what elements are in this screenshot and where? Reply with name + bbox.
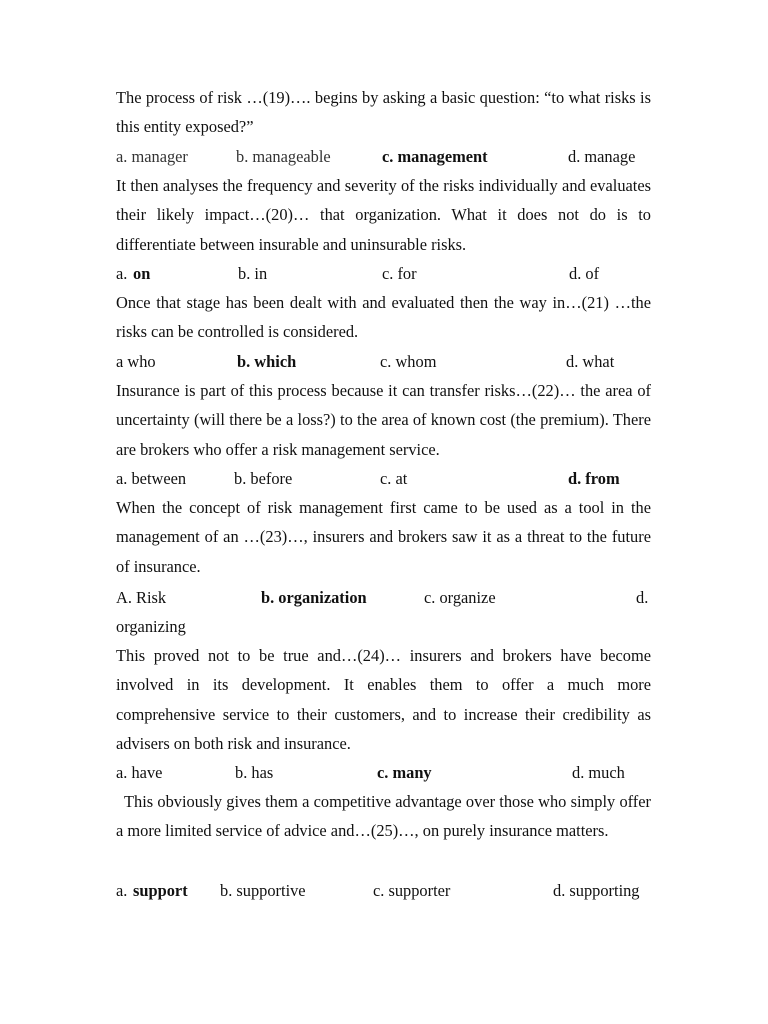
option-21-d: d. what: [566, 352, 615, 371]
options-20: [116, 259, 656, 288]
options-25: [116, 876, 656, 905]
option-20-c: c. for: [382, 264, 417, 283]
option-25-b: b. supportive: [220, 881, 306, 900]
option-20-a-word: on: [133, 264, 151, 283]
option-23-d-label: d.: [636, 588, 649, 607]
options-22: [116, 464, 656, 493]
passage-23: When the concept of risk management first came to be used as a tool in the management of an …(23)…, insurers and brokers saw it as a threat to the future of insurance.: [116, 498, 651, 576]
option-22-b: b. before: [234, 469, 293, 488]
option-20-a-label: a.: [116, 264, 128, 283]
option-24-a: a. have: [116, 763, 163, 782]
option-23-b: b. organization: [261, 588, 367, 607]
options-21: [116, 347, 656, 376]
option-25-a-word: support: [133, 881, 188, 900]
option-20-d: d. of: [569, 264, 600, 283]
option-20-b: b. in: [238, 264, 268, 283]
option-24-d: d. much: [572, 763, 625, 782]
options-23-wrap: [116, 612, 656, 641]
options-23: [116, 583, 656, 612]
option-23-a: A. Risk: [116, 588, 167, 607]
passage-21: Once that stage has been dealt with and evaluated then the way in…(21) …the risks can be controlled is considered.: [116, 293, 651, 342]
options-19: [116, 142, 656, 171]
option-22-d: d. from: [568, 469, 620, 488]
passage-19: The process of risk …(19)…. begins by asking a basic question: “to what risks is this entity exposed?”: [116, 88, 651, 137]
option-22-c: c. at: [380, 469, 408, 488]
passage-25: This obviously gives them a competitive advantage over those who simply offer a more limited service of advice and…(25)…, on purely insurance matters.: [116, 792, 651, 841]
option-19-a: a. manager: [116, 147, 188, 166]
options-24: [116, 758, 656, 787]
option-21-c: c. whom: [380, 352, 437, 371]
option-21-b: b. which: [237, 352, 297, 371]
option-22-a: a. between: [116, 469, 187, 488]
option-24-b: b. has: [235, 763, 274, 782]
option-19-c: c. management: [382, 147, 488, 166]
passage-24: This proved not to be true and…(24)… insurers and brokers have become involved in its development. It enables them to offer a much more comprehensive service to their customers, and to increase their credibility as advisers on both risk and insurance.: [116, 646, 651, 754]
option-23-c: c. organize: [424, 588, 496, 607]
passage-22: Insurance is part of this process because it can transfer risks…(22)… the area of uncertainty (will there be a loss?) to the area of known cost (the premium). There are brokers who offer a risk management service.: [116, 381, 651, 459]
passage-20: It then analyses the frequency and severity of the risks individually and evaluates their likely impact…(20)… that organization. What it does not do is to differentiate between insurable and uninsurable risks.: [116, 176, 651, 254]
option-25-c: c. supporter: [373, 881, 451, 900]
option-19-b: b. manageable: [236, 147, 331, 166]
option-25-a-label: a.: [116, 881, 128, 900]
option-21-a: a who: [116, 352, 156, 371]
option-25-d: d. supporting: [553, 881, 640, 900]
option-23-d-word: organizing: [116, 617, 186, 636]
option-19-d: d. manage: [568, 147, 636, 166]
option-24-c: c. many: [377, 763, 432, 782]
